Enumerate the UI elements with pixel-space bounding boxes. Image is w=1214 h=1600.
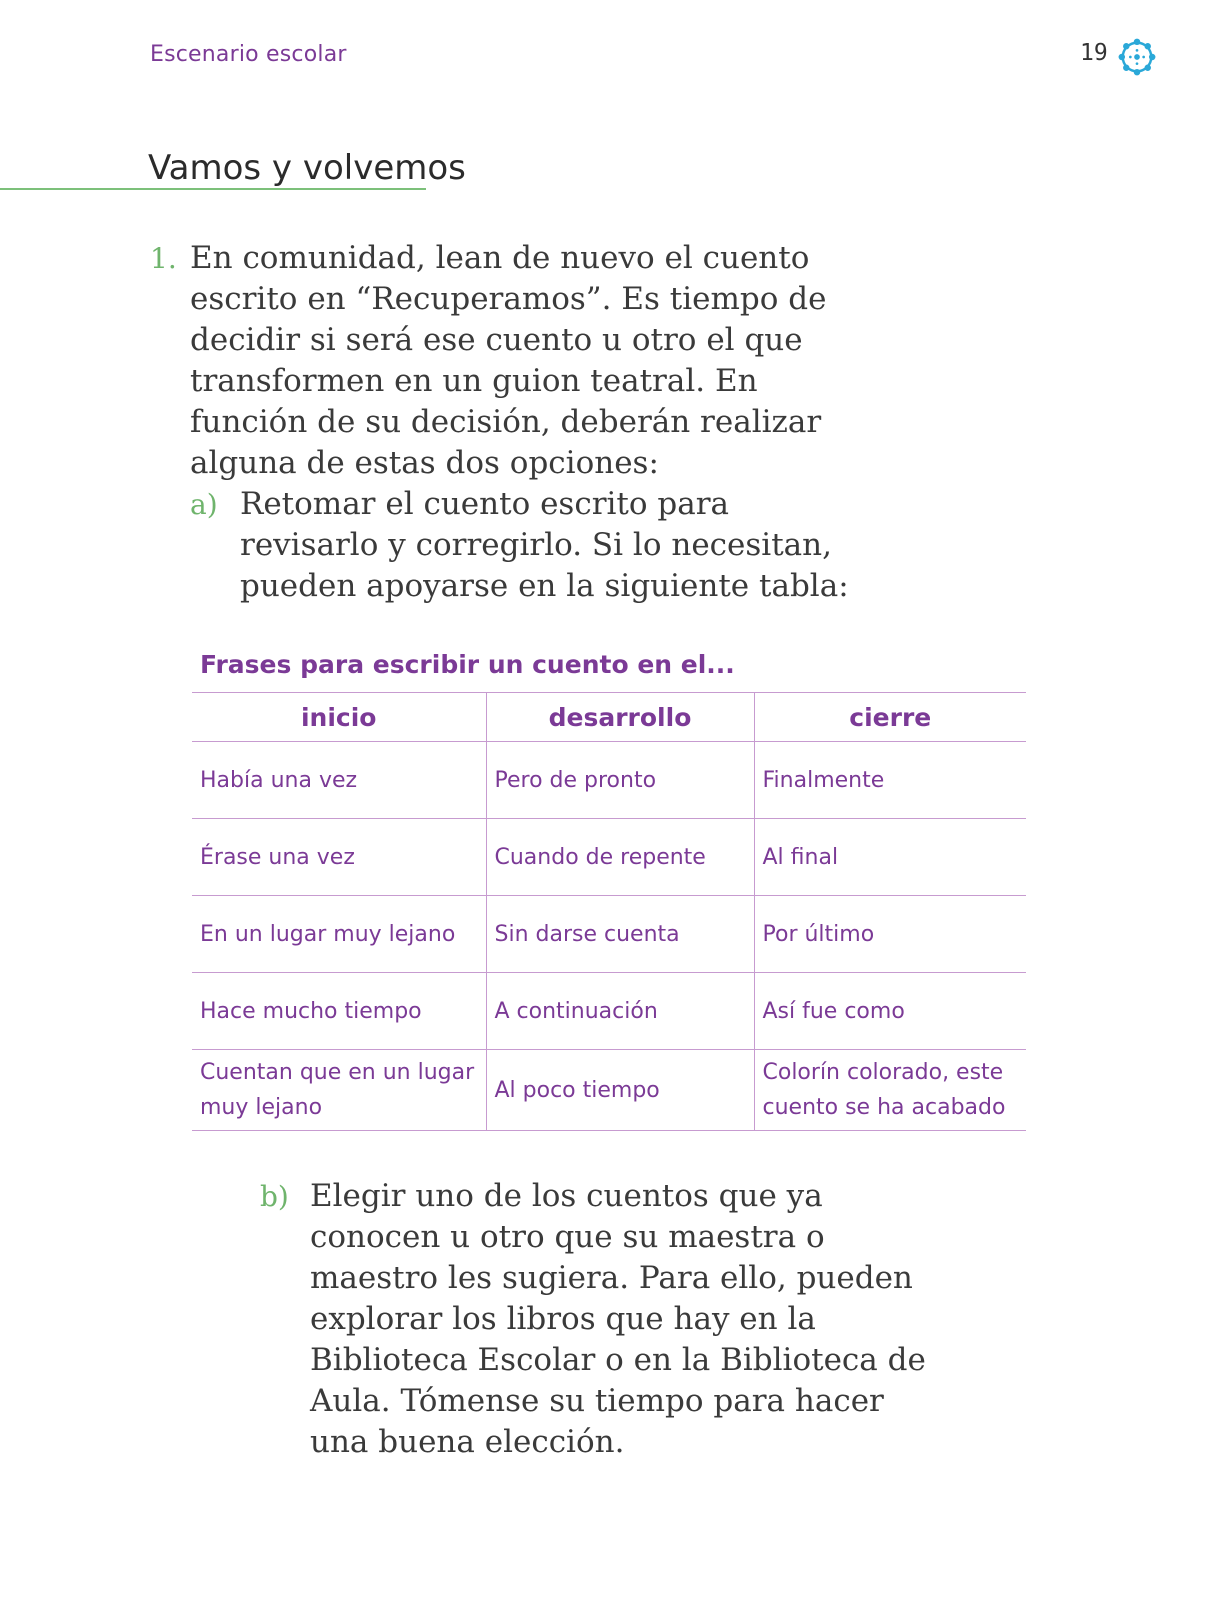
table-header-row	[192, 693, 1026, 742]
table-title: Frases para escribir un cuento en el...	[200, 650, 735, 679]
table-cell: Finalmente	[754, 742, 1026, 819]
table-row	[192, 896, 1026, 973]
option-b	[260, 1176, 950, 1463]
table-row	[192, 1050, 1026, 1131]
option-a	[190, 484, 860, 607]
table-row	[192, 819, 1026, 896]
option-text: Elegir uno de los cuentos que ya conocen u otro que su maestra o maestro les sugiera. Para ello, pueden explorar los libros que hay en la Biblioteca Escolar o en la Biblioteca de Aula. Tómense su tiempo para hacer una buena elección.	[310, 1178, 926, 1460]
numbered-item-1	[150, 238, 830, 484]
running-header: Escenario escolar	[150, 42, 347, 67]
table-cell: Cuentan que en un lugar muy lejano	[192, 1050, 486, 1131]
section-title-underline	[0, 188, 426, 190]
option-text: Retomar el cuento escrito para revisarlo y corregirlo. Si lo necesitan, pueden apoyarse en la siguiente tabla:	[240, 486, 849, 604]
item-number: 1.	[150, 242, 177, 275]
flower-emblem-icon	[1118, 38, 1156, 76]
table-cell: Por último	[754, 896, 1026, 973]
column-header-desarrollo: desarrollo	[486, 693, 754, 742]
table-cell: Pero de pronto	[486, 742, 754, 819]
column-header-inicio: inicio	[192, 693, 486, 742]
table-cell: Sin darse cuenta	[486, 896, 754, 973]
table-cell: Érase una vez	[192, 819, 486, 896]
story-phrases-table	[192, 692, 1026, 1131]
table-cell: Hace mucho tiempo	[192, 973, 486, 1050]
option-letter: a)	[190, 488, 218, 521]
table-row	[192, 742, 1026, 819]
table-cell: Cuando de repente	[486, 819, 754, 896]
table-cell: En un lugar muy lejano	[192, 896, 486, 973]
table-cell: Al final	[754, 819, 1026, 896]
table-cell: Así fue como	[754, 973, 1026, 1050]
column-header-cierre: cierre	[754, 693, 1026, 742]
page-number: 19	[1080, 40, 1108, 66]
item-text: En comunidad, lean de nuevo el cuento escrito en “Recuperamos”. Es tiempo de decidir si será ese cuento u otro el que transformen en un guion teatral. En función de su decisión, deberán realizar alguna de estas dos opciones:	[190, 240, 827, 481]
table-cell: A continuación	[486, 973, 754, 1050]
table-cell: Al poco tiempo	[486, 1050, 754, 1131]
option-letter: b)	[260, 1180, 289, 1213]
table-cell: Colorín colorado, este cuento se ha acabado	[754, 1050, 1026, 1131]
section-title: Vamos y volvemos	[148, 148, 466, 188]
table-row	[192, 973, 1026, 1050]
table-cell: Había una vez	[192, 742, 486, 819]
